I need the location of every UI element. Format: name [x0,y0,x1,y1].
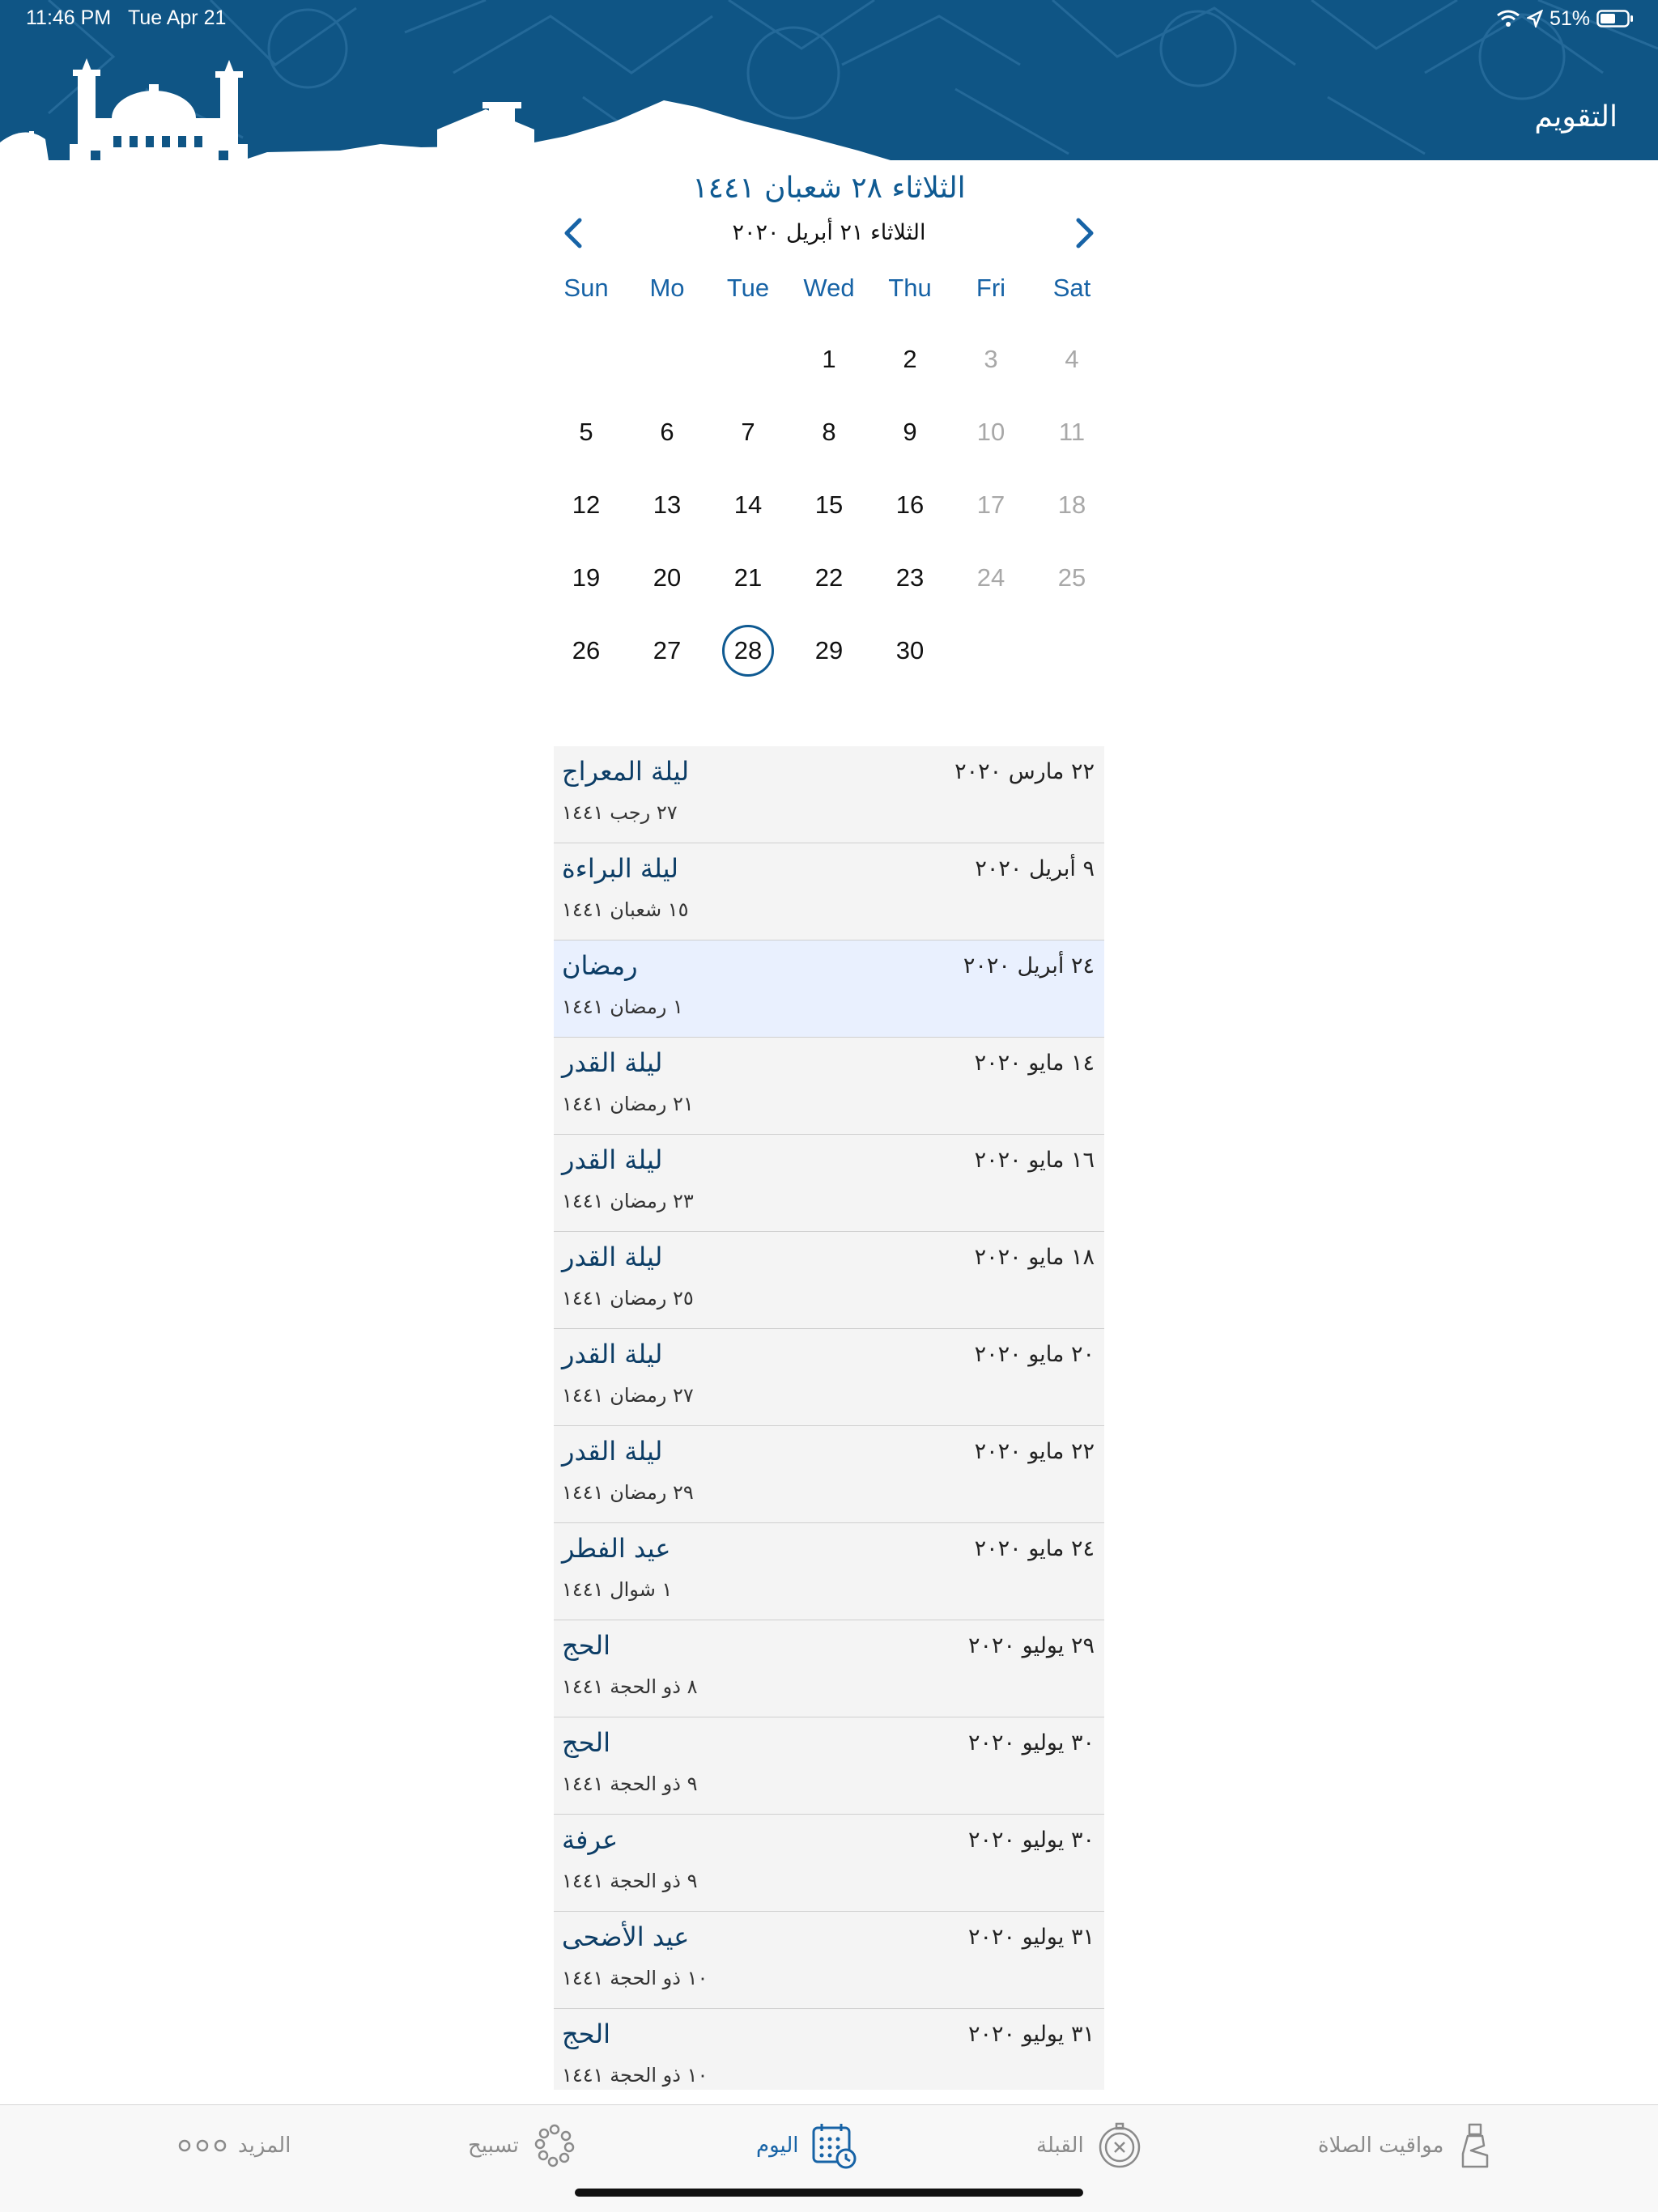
event-hijri-date: ١٠ ذو الحجة ١٤٤١ [562,2064,708,2087]
event-hijri-date: ٢٧ رجب ١٤٤١ [562,801,678,824]
status-indicators [1496,5,1634,32]
day-cell[interactable]: 5 [579,418,593,446]
event-gregorian-date: ٣٠ يوليو ٢٠٢٠ [968,1730,1095,1756]
day-cell[interactable]: 24 [976,563,1005,592]
next-month-button[interactable] [1064,207,1104,259]
wifi-icon [1496,9,1520,28]
event-row[interactable] [554,1135,1104,1232]
tab-prayer-times[interactable] [1318,2121,1495,2170]
tab-qibla[interactable] [1036,2121,1144,2170]
event-hijri-date: ٢٩ رمضان ١٤٤١ [562,1481,694,1504]
tab-more-label: المزيد [238,2133,291,2158]
tab-more[interactable] [178,2121,291,2170]
gregorian-date-subheading: الثلاثاء ٢١ أبريل ٢٠٢٠ [732,220,926,245]
battery-icon [1596,10,1634,28]
event-name: رمضان [562,950,638,981]
event-row[interactable] [554,1232,1104,1329]
day-cell[interactable]: 25 [1057,563,1086,592]
previous-month-button[interactable] [554,207,594,259]
event-name: ليلة المعراج [562,756,690,787]
weekday-label: Fri [976,274,1006,302]
day-cell[interactable]: 10 [976,418,1005,446]
event-gregorian-date: ١٦ مايو ٢٠٢٠ [974,1148,1095,1173]
event-hijri-date: ٢٧ رمضان ١٤٤١ [562,1384,694,1407]
day-cell[interactable]: 15 [814,490,844,519]
location-arrow-icon [1527,10,1543,28]
event-name: ليلة القدر [562,1242,663,1272]
event-hijri-date: ١٠ ذو الحجة ١٤٤١ [562,1967,708,1989]
day-cell[interactable]: 30 [895,636,925,664]
event-gregorian-date: ١٤ مايو ٢٠٢٠ [974,1051,1095,1076]
page-title: التقويم [1534,100,1618,134]
event-row[interactable] [554,746,1104,843]
day-cell[interactable]: 16 [895,490,925,519]
event-name: ليلة البراءة [562,853,678,884]
event-row[interactable] [554,1815,1104,1912]
weekday-label: Wed [803,274,855,302]
event-gregorian-date: ٩ أبريل ٢٠٢٠ [975,856,1095,881]
event-name: الحج [562,1630,610,1661]
event-row[interactable] [554,940,1104,1038]
event-name: الحج [562,1727,610,1758]
battery-percent: 51% [1549,6,1590,30]
tab-today-label: اليوم [756,2133,799,2158]
day-cell[interactable]: 23 [895,563,925,592]
day-cell[interactable]: 19 [572,563,601,592]
day-cell[interactable]: 27 [653,636,682,664]
event-row[interactable] [554,1523,1104,1620]
event-hijri-date: ٢٥ رمضان ١٤٤١ [562,1287,694,1310]
day-cell[interactable]: 7 [741,418,755,446]
event-name: ليلة القدر [562,1436,663,1467]
event-row[interactable] [554,1426,1104,1523]
event-row[interactable] [554,1717,1104,1815]
day-cell[interactable]: 21 [733,563,763,592]
event-name: عيد الفطر [562,1533,671,1564]
day-cell[interactable]: 11 [1058,418,1086,446]
day-cell[interactable]: 20 [653,563,682,592]
event-row[interactable] [554,1912,1104,2009]
weekday-label: Mo [649,274,685,302]
event-gregorian-date: ٣١ يوليو ٢٠٢٠ [968,1925,1095,1950]
event-gregorian-date: ٣٠ يوليو ٢٠٢٠ [968,1828,1095,1853]
event-gregorian-date: ٢٢ مارس ٢٠٢٠ [954,759,1095,784]
day-cell[interactable]: 26 [572,636,601,664]
tab-qibla-label: القبلة [1036,2133,1084,2158]
day-cell[interactable]: 3 [984,345,998,373]
chevron-left-icon [554,207,594,259]
event-hijri-date: ٨ ذو الحجة ١٤٤١ [562,1675,698,1698]
day-cell[interactable]: 6 [660,418,674,446]
home-indicator [575,2189,1083,2197]
event-gregorian-date: ١٨ مايو ٢٠٢٠ [974,1245,1095,1270]
event-name: ليلة القدر [562,1144,663,1175]
day-cell[interactable]: 2 [903,345,917,373]
selected-day-cell[interactable]: 28 [722,625,774,677]
event-name: عيد الأضحى [562,1921,690,1952]
event-row[interactable] [554,1620,1104,1717]
event-row[interactable] [554,1038,1104,1135]
event-row[interactable] [554,843,1104,940]
more-dots-icon [178,2138,227,2154]
event-row[interactable] [554,1329,1104,1426]
event-hijri-date: ٢٣ رمضان ١٤٤١ [562,1190,694,1212]
event-gregorian-date: ٣١ يوليو ٢٠٢٠ [968,2022,1095,2047]
weekday-header-row [554,274,1104,314]
event-name: الحج [562,2019,610,2049]
event-name: ليلة القدر [562,1047,663,1078]
event-hijri-date: ٩ ذو الحجة ١٤٤١ [562,1870,698,1892]
status-time: 11:46 PM [26,6,112,29]
event-hijri-date: ٢١ رمضان ١٤٤١ [562,1093,694,1115]
day-cell[interactable]: 14 [733,490,763,519]
chevron-right-icon [1064,207,1104,259]
weekday-label: Thu [888,274,932,302]
day-cell[interactable]: 4 [1065,345,1079,373]
event-gregorian-date: ٢٤ مايو ٢٠٢٠ [974,1536,1095,1561]
day-cell[interactable]: 1 [822,345,836,373]
event-hijri-date: ١٥ شعبان ١٤٤١ [562,898,689,921]
app-header [0,0,1658,160]
day-cell[interactable]: 8 [822,418,836,446]
weekday-label: Sat [1052,274,1091,302]
event-hijri-date: ١ شوال ١٤٤١ [562,1578,673,1601]
event-gregorian-date: ٢٩ يوليو ٢٠٢٠ [968,1633,1095,1658]
event-name: عرفة [562,1824,619,1855]
status-date: Tue Apr 21 [128,6,227,29]
event-row[interactable] [554,2009,1104,2090]
day-cell[interactable]: 22 [814,563,844,592]
tab-tasbih[interactable] [468,2121,579,2170]
calendar-clock-icon [810,2121,859,2170]
day-cell[interactable]: 17 [976,490,1005,519]
event-gregorian-date: ٢٠ مايو ٢٠٢٠ [974,1342,1095,1367]
day-cell[interactable]: 9 [903,418,917,446]
compass-icon [1095,2121,1144,2170]
day-cell[interactable]: 12 [572,490,601,519]
tab-prayer-times-label: مواقيت الصلاة [1318,2133,1444,2158]
event-name: ليلة القدر [562,1339,663,1369]
day-cell[interactable]: 29 [814,636,844,664]
event-hijri-date: ١ رمضان ١٤٤١ [562,996,683,1018]
weekday-label: Tue [726,274,770,302]
hijri-date-heading: الثلاثاء ٢٨ شعبان ١٤٤١ [692,172,966,205]
weekday-label: Sun [563,274,609,302]
praying-person-icon [1455,2121,1495,2170]
event-hijri-date: ٩ ذو الحجة ١٤٤١ [562,1773,698,1795]
tab-tasbih-label: تسبيح [468,2133,519,2158]
prayer-beads-icon [530,2121,579,2170]
day-cell[interactable]: 13 [653,490,682,519]
month-calendar [554,160,1104,727]
day-cell[interactable]: 18 [1057,490,1086,519]
event-gregorian-date: ٢٤ أبريل ٢٠٢٠ [963,953,1095,979]
tab-today[interactable] [756,2121,859,2170]
events-list[interactable] [554,746,1104,2090]
event-gregorian-date: ٢٢ مايو ٢٠٢٠ [974,1439,1095,1464]
